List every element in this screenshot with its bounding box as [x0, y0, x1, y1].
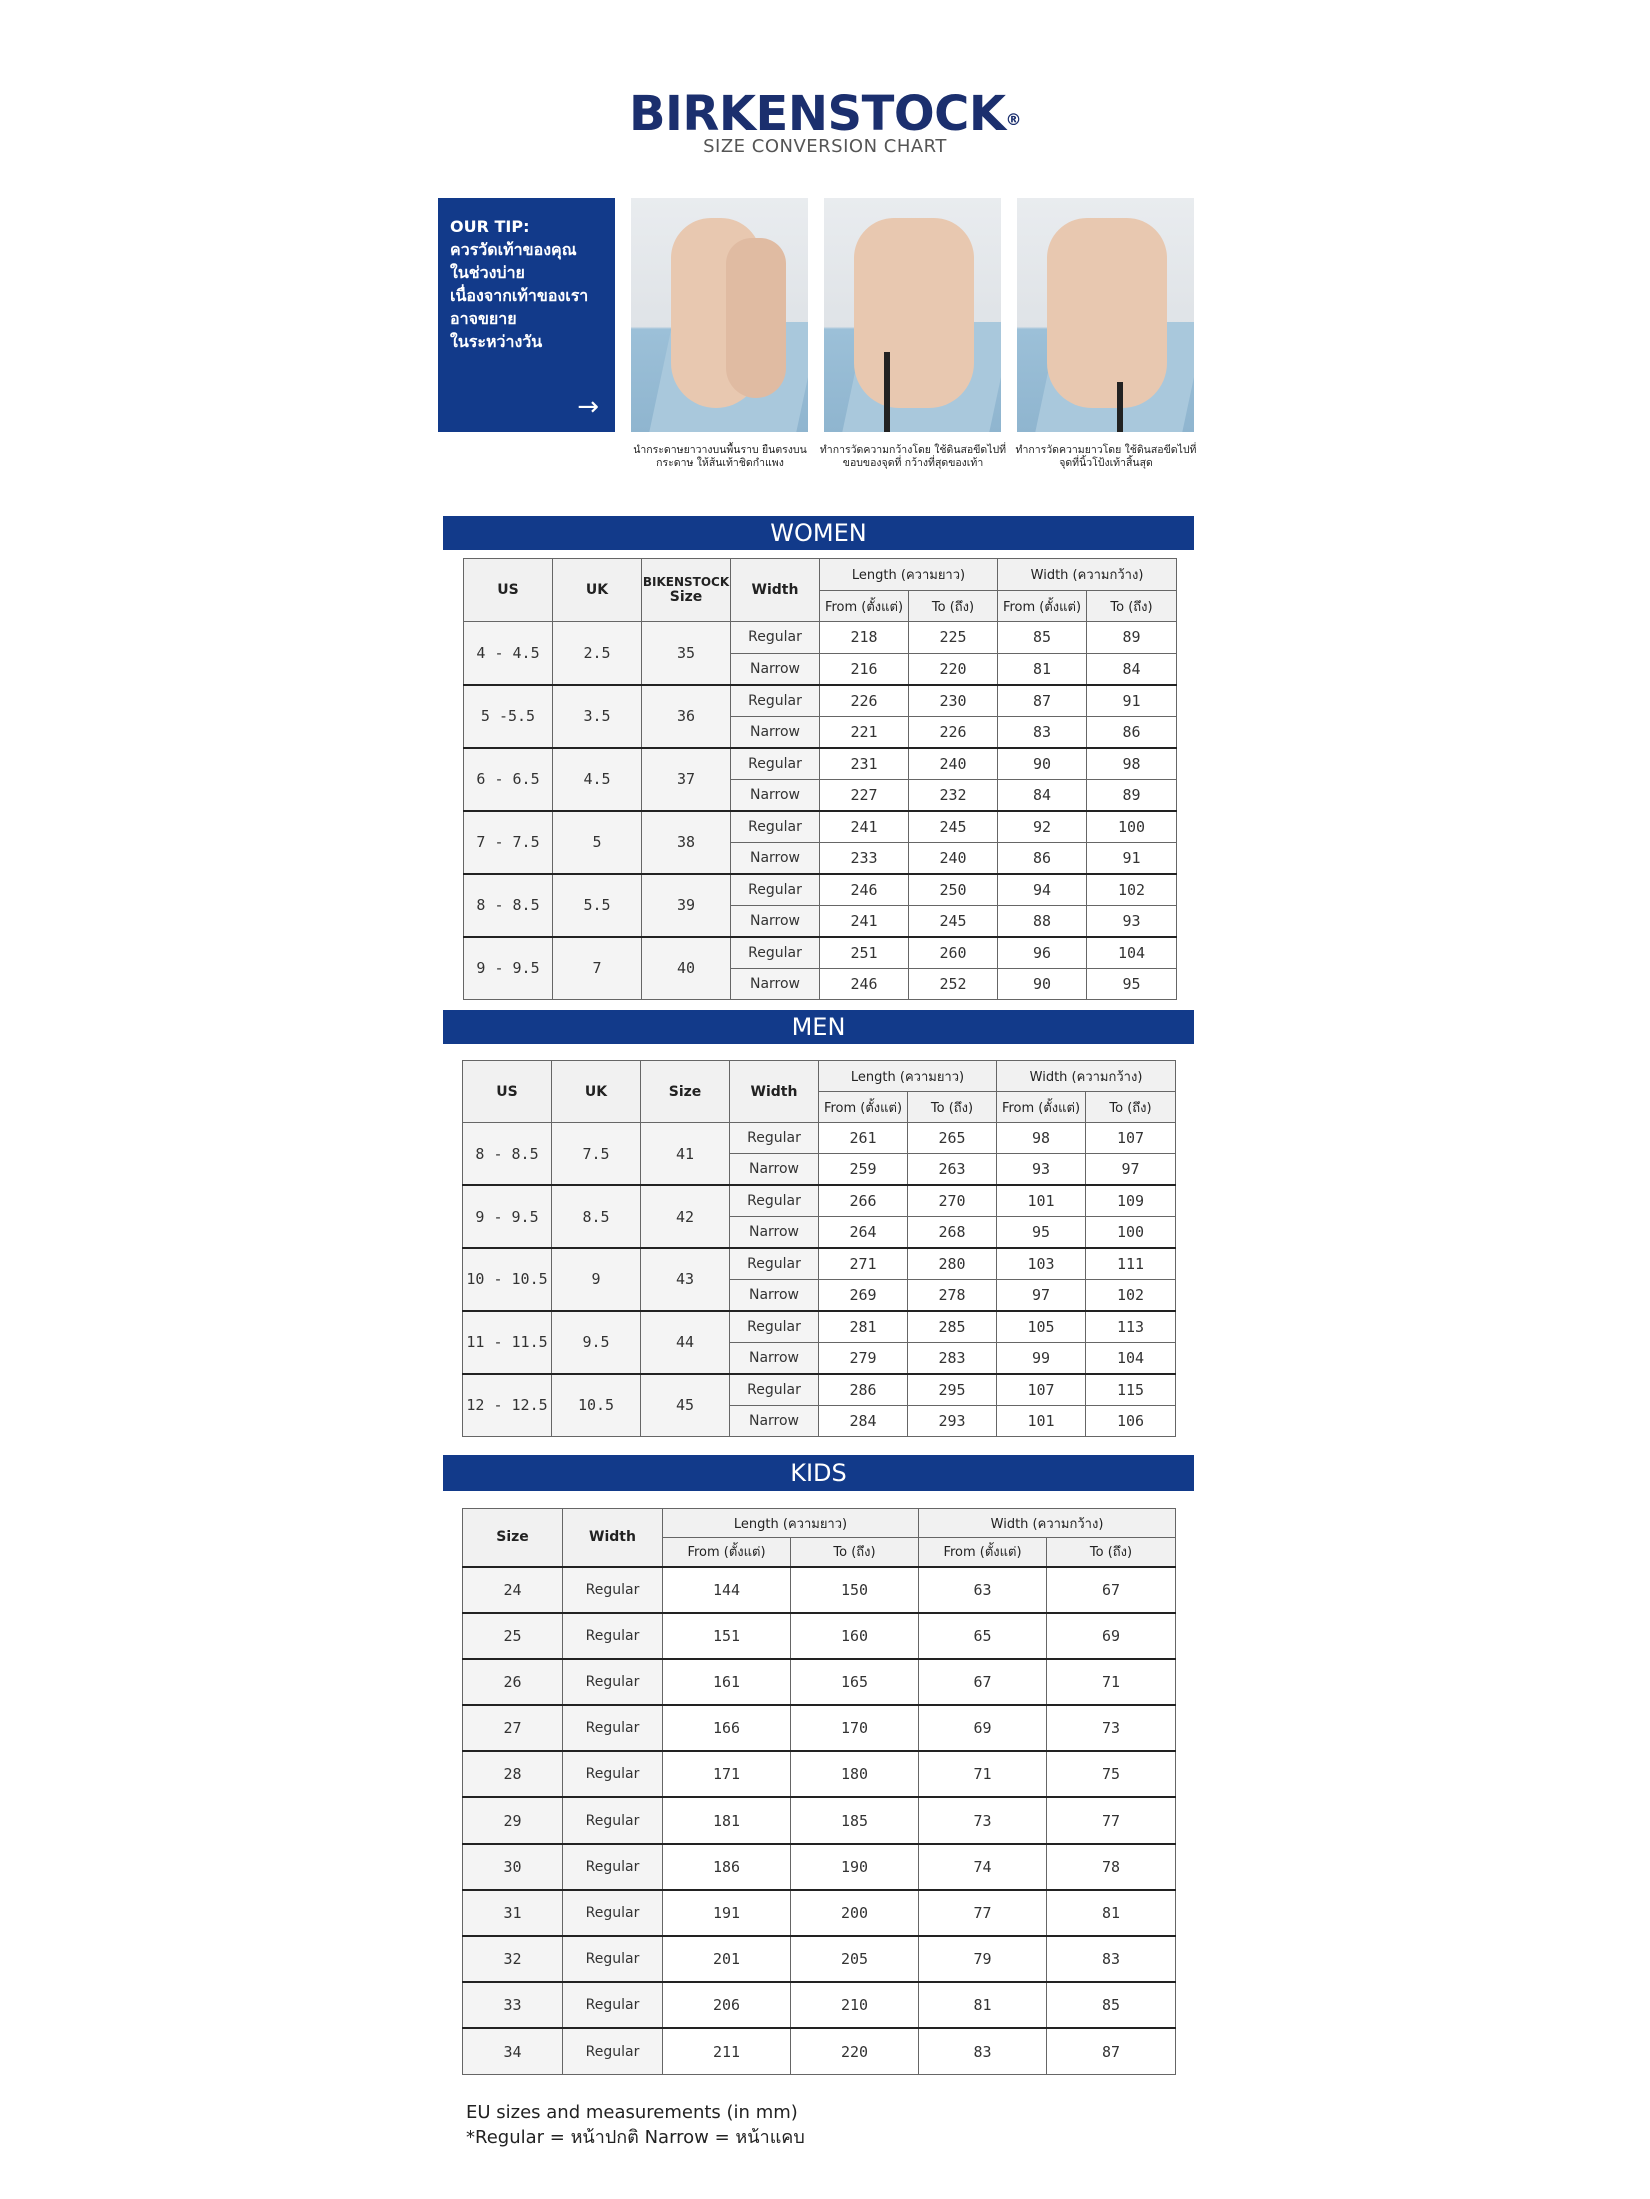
length-to-cell: 170 — [791, 1705, 919, 1751]
eu-size-cell: 28 — [463, 1751, 563, 1797]
table-row — [463, 1248, 1176, 1279]
width-from-cell: 101 — [997, 1185, 1086, 1216]
us-size-cell: 10 - 10.5 — [463, 1248, 552, 1311]
length-to-cell: 270 — [908, 1185, 997, 1216]
width-from-cell: 98 — [997, 1123, 1086, 1154]
table-row — [464, 811, 1177, 843]
length-from-cell: 166 — [663, 1705, 791, 1751]
foot-image — [854, 218, 974, 408]
width-to-cell: 87 — [1047, 2028, 1176, 2074]
width-type-cell: Regular — [563, 1567, 663, 1613]
width-type-cell: Narrow — [730, 1217, 819, 1248]
col-length: Length (ความยาว) — [820, 559, 998, 591]
tip-title: OUR TIP: — [450, 217, 530, 236]
photo-standing-feet — [631, 198, 808, 432]
photo-caption: ทำการวัดความยาวโดย ใช้ดินสอขีดไปที่ จุดที่นิ้วโป้งเท้าสิ้นสุด — [1015, 444, 1197, 469]
table-row — [463, 1567, 1176, 1613]
width-type-cell: Regular — [563, 1890, 663, 1936]
length-to-cell: 245 — [909, 905, 998, 937]
col-size-label: Size — [669, 589, 703, 605]
eu-size-cell: 33 — [463, 1982, 563, 2028]
width-to-cell: 100 — [1087, 811, 1177, 843]
width-from-cell: 65 — [919, 1613, 1047, 1659]
table-row — [463, 1797, 1176, 1843]
width-to-cell: 69 — [1047, 1613, 1176, 1659]
tip-text: ควรวัดเท้าของคุณ ในช่วงบ่าย เนื่องจากเท้าของเรา อาจขยาย ในระหว่างวัน — [450, 240, 589, 351]
length-to-cell: 226 — [909, 716, 998, 748]
length-to-cell: 295 — [908, 1374, 997, 1405]
col-length: Length (ความยาว) — [663, 1509, 919, 1538]
length-to-cell: 205 — [791, 1936, 919, 1982]
table-row — [464, 874, 1177, 906]
eu-size-cell: 32 — [463, 1936, 563, 1982]
length-from-cell: 227 — [820, 779, 909, 811]
width-from-cell: 95 — [997, 1217, 1086, 1248]
length-from-cell: 241 — [820, 905, 909, 937]
length-to-cell: 220 — [909, 653, 998, 685]
col-us: US — [464, 559, 553, 622]
col-width: Width — [730, 1061, 819, 1123]
width-type-cell: Narrow — [731, 968, 820, 1000]
width-from-cell: 63 — [919, 1567, 1047, 1613]
width-from-cell: 67 — [919, 1659, 1047, 1705]
length-from-cell: 161 — [663, 1659, 791, 1705]
width-from-cell: 97 — [997, 1279, 1086, 1310]
table-row — [463, 1123, 1176, 1154]
width-type-cell: Regular — [730, 1311, 819, 1342]
eu-size-cell: 29 — [463, 1797, 563, 1843]
uk-size-cell: 7.5 — [552, 1123, 641, 1186]
foot-image — [726, 238, 786, 398]
width-from-cell: 79 — [919, 1936, 1047, 1982]
eu-size-cell: 45 — [641, 1374, 730, 1437]
col-width-group: Width (ความกว้าง) — [997, 1061, 1176, 1092]
width-to-cell: 115 — [1086, 1374, 1176, 1405]
width-from-cell: 77 — [919, 1890, 1047, 1936]
width-to-cell: 89 — [1087, 779, 1177, 811]
length-from-cell: 259 — [819, 1154, 908, 1185]
length-from-cell: 261 — [819, 1123, 908, 1154]
eu-size-cell: 36 — [642, 685, 731, 748]
width-to-cell: 104 — [1087, 937, 1177, 969]
width-to-cell: 97 — [1086, 1154, 1176, 1185]
width-type-cell: Narrow — [730, 1154, 819, 1185]
length-to-cell: 240 — [909, 748, 998, 780]
length-from-cell: 284 — [819, 1405, 908, 1436]
width-type-cell: Narrow — [730, 1405, 819, 1436]
eu-size-cell: 35 — [642, 622, 731, 685]
length-to-cell: 278 — [908, 1279, 997, 1310]
eu-size-cell: 26 — [463, 1659, 563, 1705]
length-to-cell: 252 — [909, 968, 998, 1000]
width-type-cell: Regular — [731, 874, 820, 906]
width-type-cell: Narrow — [731, 842, 820, 874]
table-row — [463, 1311, 1176, 1342]
footnote — [466, 2100, 805, 2150]
length-from-cell: 211 — [663, 2028, 791, 2074]
eu-size-cell: 25 — [463, 1613, 563, 1659]
length-from-cell: 201 — [663, 1936, 791, 1982]
length-to-cell: 190 — [791, 1844, 919, 1890]
width-from-cell: 88 — [998, 905, 1087, 937]
width-type-cell: Regular — [563, 1751, 663, 1797]
table-row — [463, 1844, 1176, 1890]
chart-subtitle: SIZE CONVERSION CHART — [703, 136, 947, 157]
table-row — [463, 1936, 1176, 1982]
col-width-to: To (ถึง) — [1087, 591, 1177, 622]
table-row — [463, 1374, 1176, 1405]
col-width-from: From (ตั้งแต่) — [919, 1538, 1047, 1567]
length-from-cell: 246 — [820, 874, 909, 906]
photo-measure-width — [824, 198, 1001, 432]
col-width-from: From (ตั้งแต่) — [998, 591, 1087, 622]
table-row — [463, 1751, 1176, 1797]
width-from-cell: 99 — [997, 1342, 1086, 1373]
col-size-brand: BIKENSTOCK — [642, 575, 730, 589]
eu-size-cell: 40 — [642, 937, 731, 1000]
length-from-cell: 226 — [820, 685, 909, 717]
us-size-cell: 4 - 4.5 — [464, 622, 553, 685]
width-to-cell: 89 — [1087, 622, 1177, 654]
length-to-cell: 165 — [791, 1659, 919, 1705]
width-type-cell: Regular — [563, 1613, 663, 1659]
width-from-cell: 85 — [998, 622, 1087, 654]
uk-size-cell: 9.5 — [552, 1311, 641, 1374]
width-to-cell: 77 — [1047, 1797, 1176, 1843]
width-from-cell: 73 — [919, 1797, 1047, 1843]
length-from-cell: 286 — [819, 1374, 908, 1405]
eu-size-cell: 30 — [463, 1844, 563, 1890]
width-to-cell: 109 — [1086, 1185, 1176, 1216]
length-to-cell: 265 — [908, 1123, 997, 1154]
width-type-cell: Narrow — [731, 653, 820, 685]
brand-logo — [0, 88, 1650, 140]
col-width: Width — [731, 559, 820, 622]
width-to-cell: 78 — [1047, 1844, 1176, 1890]
length-to-cell: 245 — [909, 811, 998, 843]
width-type-cell: Regular — [563, 1936, 663, 1982]
arrow-right-icon[interactable]: → — [577, 392, 599, 422]
width-to-cell: 106 — [1086, 1405, 1176, 1436]
width-from-cell: 86 — [998, 842, 1087, 874]
eu-size-cell: 38 — [642, 811, 731, 874]
length-from-cell: 206 — [663, 1982, 791, 2028]
photo-caption: ทำการวัดความกว้างโดย ใช้ดินสอขีดไปที่ขอบของจุดที่ กว้างที่สุดของเท้า — [819, 444, 1007, 469]
kids-size-table — [462, 1508, 1176, 2075]
length-from-cell: 233 — [820, 842, 909, 874]
width-from-cell: 93 — [997, 1154, 1086, 1185]
eu-size-cell: 39 — [642, 874, 731, 937]
chart-header — [0, 88, 1650, 157]
length-from-cell: 231 — [820, 748, 909, 780]
footnote-units: EU sizes and measurements (in mm) — [466, 2102, 798, 2123]
width-type-cell: Regular — [731, 685, 820, 717]
brand-name: BIRKENSTOCK — [628, 86, 1006, 142]
width-from-cell: 90 — [998, 968, 1087, 1000]
width-type-cell: Regular — [731, 622, 820, 654]
foot-image — [1047, 218, 1167, 408]
width-type-cell: Regular — [563, 1844, 663, 1890]
length-to-cell: 230 — [909, 685, 998, 717]
width-type-cell: Regular — [730, 1185, 819, 1216]
width-type-cell: Regular — [730, 1123, 819, 1154]
width-from-cell: 69 — [919, 1705, 1047, 1751]
men-size-table — [462, 1060, 1176, 1437]
length-from-cell: 271 — [819, 1248, 908, 1279]
eu-size-cell: 24 — [463, 1567, 563, 1613]
width-type-cell: Regular — [731, 937, 820, 969]
width-to-cell: 102 — [1087, 874, 1177, 906]
col-width-group: Width (ความกว้าง) — [919, 1509, 1176, 1538]
length-from-cell: 241 — [820, 811, 909, 843]
length-to-cell: 293 — [908, 1405, 997, 1436]
photo-measure-length — [1017, 198, 1194, 432]
eu-size-cell: 44 — [641, 1311, 730, 1374]
uk-size-cell: 3.5 — [553, 685, 642, 748]
length-to-cell: 260 — [909, 937, 998, 969]
length-from-cell: 191 — [663, 1890, 791, 1936]
length-from-cell: 181 — [663, 1797, 791, 1843]
col-length: Length (ความยาว) — [819, 1061, 997, 1092]
width-type-cell: Regular — [563, 1982, 663, 2028]
width-to-cell: 104 — [1086, 1342, 1176, 1373]
width-from-cell: 96 — [998, 937, 1087, 969]
width-from-cell: 81 — [998, 653, 1087, 685]
width-to-cell: 81 — [1047, 1890, 1176, 1936]
table-row — [464, 937, 1177, 969]
uk-size-cell: 7 — [553, 937, 642, 1000]
width-to-cell: 85 — [1047, 1982, 1176, 2028]
width-to-cell: 91 — [1087, 685, 1177, 717]
width-type-cell: Regular — [563, 1705, 663, 1751]
width-type-cell: Regular — [563, 1797, 663, 1843]
women-band: WOMEN — [443, 516, 1194, 550]
table-row — [463, 1185, 1176, 1216]
width-type-cell: Narrow — [730, 1279, 819, 1310]
table-row — [464, 622, 1177, 654]
col-length-to: To (ถึง) — [791, 1538, 919, 1567]
width-from-cell: 83 — [919, 2028, 1047, 2074]
eu-size-cell: 41 — [641, 1123, 730, 1186]
width-type-cell: Regular — [563, 1659, 663, 1705]
length-from-cell: 218 — [820, 622, 909, 654]
footnote-legend: *Regular = หน้าปกติ Narrow = หน้าแคบ — [466, 2127, 805, 2148]
us-size-cell: 5 -5.5 — [464, 685, 553, 748]
table-row — [463, 1659, 1176, 1705]
length-from-cell: 279 — [819, 1342, 908, 1373]
width-type-cell: Regular — [730, 1248, 819, 1279]
length-to-cell: 225 — [909, 622, 998, 654]
eu-size-cell: 37 — [642, 748, 731, 811]
width-from-cell: 90 — [998, 748, 1087, 780]
width-to-cell: 73 — [1047, 1705, 1176, 1751]
width-to-cell: 93 — [1087, 905, 1177, 937]
width-to-cell: 91 — [1087, 842, 1177, 874]
tip-box[interactable] — [438, 198, 615, 432]
kids-band: KIDS — [443, 1455, 1194, 1491]
length-to-cell: 232 — [909, 779, 998, 811]
length-from-cell: 144 — [663, 1567, 791, 1613]
width-from-cell: 94 — [998, 874, 1087, 906]
women-size-table — [463, 558, 1177, 1000]
length-from-cell: 266 — [819, 1185, 908, 1216]
width-from-cell: 101 — [997, 1405, 1086, 1436]
table-row — [463, 1890, 1176, 1936]
eu-size-cell: 27 — [463, 1705, 563, 1751]
col-size: Size — [641, 1061, 730, 1123]
us-size-cell: 9 - 9.5 — [464, 937, 553, 1000]
width-type-cell: Regular — [731, 811, 820, 843]
pencil-icon — [884, 352, 890, 432]
length-to-cell: 280 — [908, 1248, 997, 1279]
col-uk: UK — [553, 559, 642, 622]
width-from-cell: 87 — [998, 685, 1087, 717]
width-from-cell: 105 — [997, 1311, 1086, 1342]
uk-size-cell: 10.5 — [552, 1374, 641, 1437]
length-to-cell: 263 — [908, 1154, 997, 1185]
col-length-from: From (ตั้งแต่) — [820, 591, 909, 622]
col-size — [642, 559, 731, 622]
pencil-icon — [1117, 382, 1123, 432]
col-width: Width — [563, 1509, 663, 1567]
table-row — [464, 685, 1177, 717]
men-band: MEN — [443, 1010, 1194, 1044]
width-from-cell: 83 — [998, 716, 1087, 748]
width-to-cell: 84 — [1087, 653, 1177, 685]
width-type-cell: Regular — [730, 1374, 819, 1405]
us-size-cell: 6 - 6.5 — [464, 748, 553, 811]
length-from-cell: 221 — [820, 716, 909, 748]
width-type-cell: Narrow — [731, 779, 820, 811]
col-us: US — [463, 1061, 552, 1123]
length-to-cell: 285 — [908, 1311, 997, 1342]
length-from-cell: 246 — [820, 968, 909, 1000]
length-to-cell: 180 — [791, 1751, 919, 1797]
width-to-cell: 86 — [1087, 716, 1177, 748]
col-width-to: To (ถึง) — [1086, 1092, 1176, 1123]
table-row — [464, 748, 1177, 780]
us-size-cell: 7 - 7.5 — [464, 811, 553, 874]
uk-size-cell: 2.5 — [553, 622, 642, 685]
uk-size-cell: 4.5 — [553, 748, 642, 811]
width-to-cell: 113 — [1086, 1311, 1176, 1342]
col-uk: UK — [552, 1061, 641, 1123]
col-width-group: Width (ความกว้าง) — [998, 559, 1177, 591]
width-from-cell: 81 — [919, 1982, 1047, 2028]
length-to-cell: 268 — [908, 1217, 997, 1248]
width-from-cell: 71 — [919, 1751, 1047, 1797]
length-from-cell: 216 — [820, 653, 909, 685]
width-type-cell: Narrow — [730, 1342, 819, 1373]
width-to-cell: 95 — [1087, 968, 1177, 1000]
length-to-cell: 150 — [791, 1567, 919, 1613]
width-to-cell: 75 — [1047, 1751, 1176, 1797]
length-to-cell: 160 — [791, 1613, 919, 1659]
width-from-cell: 92 — [998, 811, 1087, 843]
width-to-cell: 100 — [1086, 1217, 1176, 1248]
us-size-cell: 12 - 12.5 — [463, 1374, 552, 1437]
photo-caption: นำกระดาษยาวางบนพื้นราบ ยืนตรงบนกระดาษ ให้ส้นเท้าชิดกำแพง — [633, 444, 807, 469]
uk-size-cell: 5.5 — [553, 874, 642, 937]
width-type-cell: Regular — [731, 748, 820, 780]
uk-size-cell: 5 — [553, 811, 642, 874]
length-from-cell: 269 — [819, 1279, 908, 1310]
width-from-cell: 84 — [998, 779, 1087, 811]
width-to-cell: 102 — [1086, 1279, 1176, 1310]
width-from-cell: 107 — [997, 1374, 1086, 1405]
width-to-cell: 83 — [1047, 1936, 1176, 1982]
eu-size-cell: 34 — [463, 2028, 563, 2074]
us-size-cell: 8 - 8.5 — [463, 1123, 552, 1186]
eu-size-cell: 42 — [641, 1185, 730, 1248]
length-to-cell: 283 — [908, 1342, 997, 1373]
width-to-cell: 98 — [1087, 748, 1177, 780]
width-from-cell: 74 — [919, 1844, 1047, 1890]
length-to-cell: 185 — [791, 1797, 919, 1843]
width-to-cell: 71 — [1047, 1659, 1176, 1705]
col-width-from: From (ตั้งแต่) — [997, 1092, 1086, 1123]
col-length-to: To (ถึง) — [909, 591, 998, 622]
width-to-cell: 111 — [1086, 1248, 1176, 1279]
width-to-cell: 67 — [1047, 1567, 1176, 1613]
col-width-to: To (ถึง) — [1047, 1538, 1176, 1567]
table-row — [463, 1705, 1176, 1751]
width-type-cell: Narrow — [731, 716, 820, 748]
col-length-from: From (ตั้งแต่) — [663, 1538, 791, 1567]
eu-size-cell: 43 — [641, 1248, 730, 1311]
us-size-cell: 8 - 8.5 — [464, 874, 553, 937]
table-row — [463, 2028, 1176, 2074]
table-row — [463, 1982, 1176, 2028]
length-from-cell: 151 — [663, 1613, 791, 1659]
length-from-cell: 264 — [819, 1217, 908, 1248]
length-from-cell: 281 — [819, 1311, 908, 1342]
width-to-cell: 107 — [1086, 1123, 1176, 1154]
eu-size-cell: 31 — [463, 1890, 563, 1936]
us-size-cell: 9 - 9.5 — [463, 1185, 552, 1248]
width-type-cell: Regular — [563, 2028, 663, 2074]
length-from-cell: 251 — [820, 937, 909, 969]
length-from-cell: 171 — [663, 1751, 791, 1797]
length-to-cell: 250 — [909, 874, 998, 906]
length-to-cell: 220 — [791, 2028, 919, 2074]
uk-size-cell: 8.5 — [552, 1185, 641, 1248]
uk-size-cell: 9 — [552, 1248, 641, 1311]
length-from-cell: 186 — [663, 1844, 791, 1890]
width-from-cell: 103 — [997, 1248, 1086, 1279]
col-length-to: To (ถึง) — [908, 1092, 997, 1123]
table-row — [463, 1613, 1176, 1659]
col-length-from: From (ตั้งแต่) — [819, 1092, 908, 1123]
col-size: Size — [463, 1509, 563, 1567]
length-to-cell: 210 — [791, 1982, 919, 2028]
width-type-cell: Narrow — [731, 905, 820, 937]
length-to-cell: 200 — [791, 1890, 919, 1936]
length-to-cell: 240 — [909, 842, 998, 874]
us-size-cell: 11 - 11.5 — [463, 1311, 552, 1374]
registered-mark: ® — [1005, 110, 1022, 129]
